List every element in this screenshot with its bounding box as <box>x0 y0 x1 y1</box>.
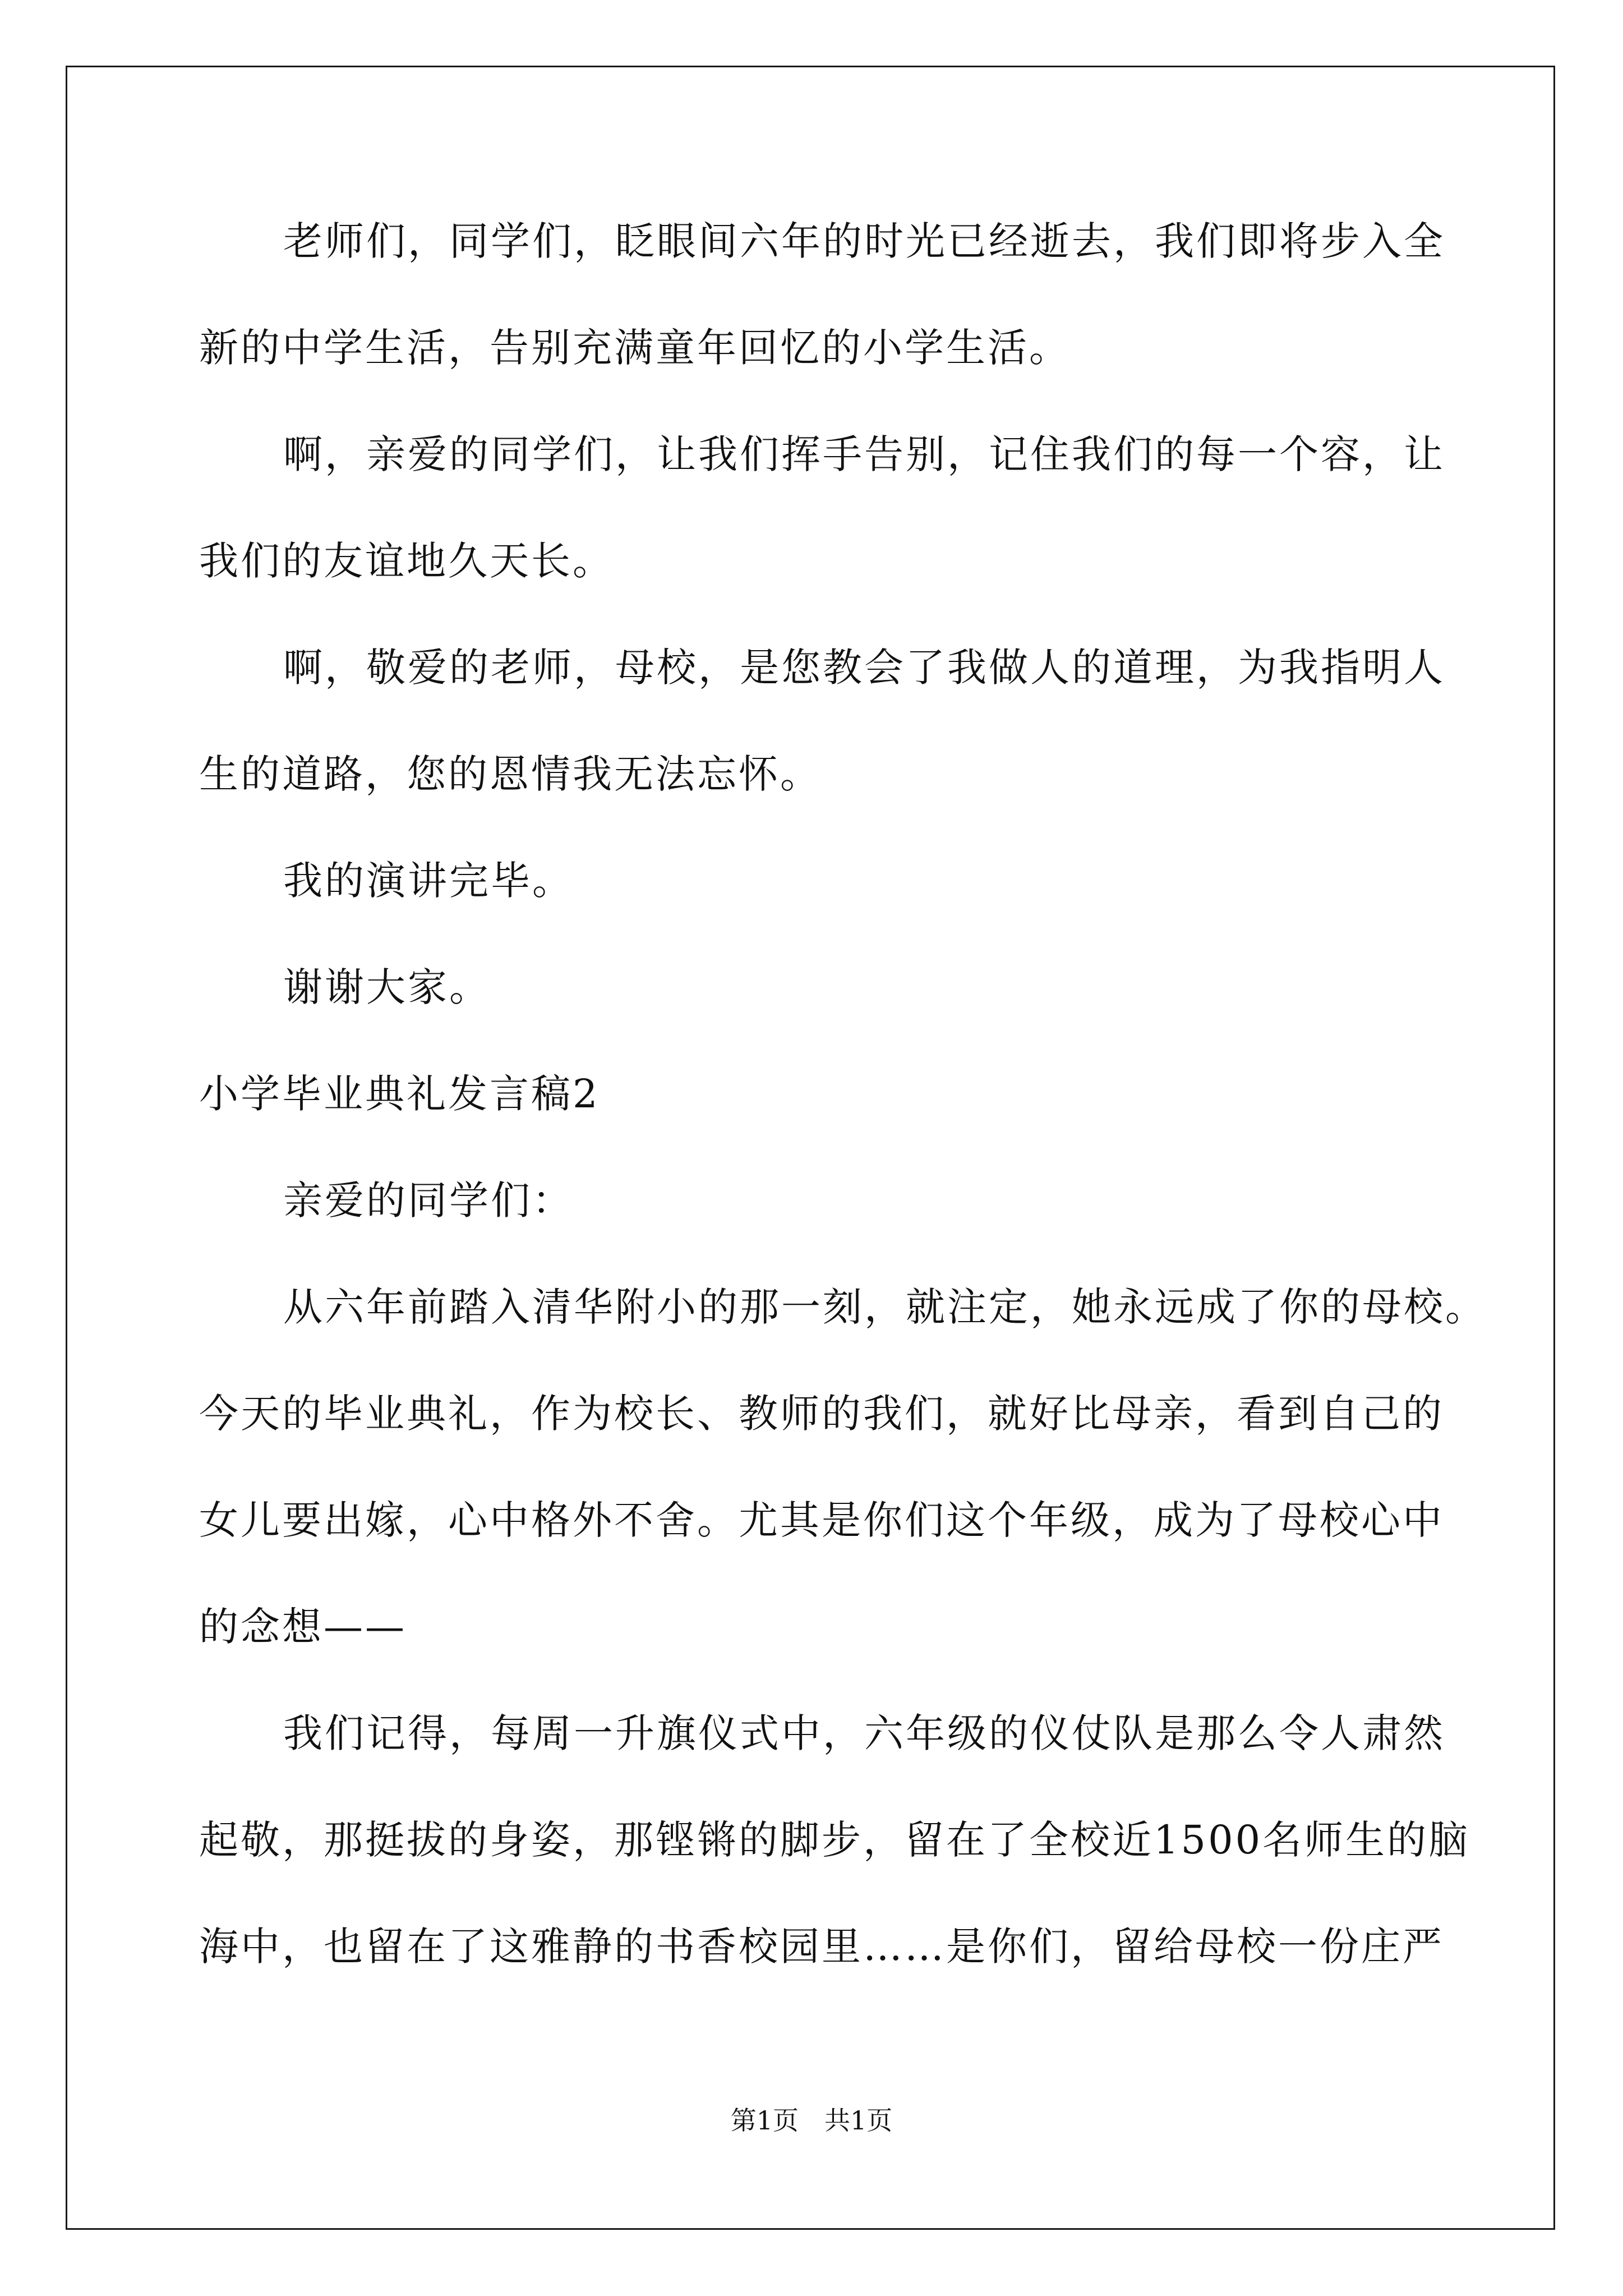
paragraph-line: 女儿要出嫁，心中格外不舍。尤其是你们这个年级，成为了母校心中 <box>199 1497 1444 1543</box>
paragraph-line: 从六年前踏入清华附小的那一刻，就注定，她永远成了你的母校。 <box>283 1284 1487 1330</box>
paragraph-line: 啊，亲爱的同学们，让我们挥手告别，记住我们的每一个容，让 <box>283 431 1445 477</box>
paragraph-line: 生的道路，您的恩情我无法忘怀。 <box>199 751 822 797</box>
paragraph-line: 我们记得，每周一升旗仪式中，六年级的仪仗队是那么令人肃然 <box>283 1710 1445 1756</box>
paragraph-line: 我们的友谊地久天长。 <box>199 538 614 584</box>
page-border <box>66 66 1555 2230</box>
paragraph-line: 今天的毕业典礼，作为校长、教师的我们，就好比母亲，看到自己的 <box>199 1391 1444 1437</box>
paragraph-line: 新的中学生活，告别充满童年回忆的小学生活。 <box>199 325 1071 371</box>
salutation: 亲爱的同学们： <box>283 1177 574 1223</box>
paragraph-line: 起敬，那挺拔的身姿，那铿锵的脚步，留在了全校近1500名师生的脑 <box>199 1817 1470 1863</box>
paragraph-line: 谢谢大家。 <box>283 964 491 1010</box>
paragraph-line: 啊，敬爱的老师，母校，是您教会了我做人的道理，为我指明人 <box>283 645 1445 691</box>
section-title: 小学毕业典礼发言稿2 <box>199 1071 600 1117</box>
paragraph-line: 老师们，同学们，眨眼间六年的时光已经逝去，我们即将步入全 <box>283 218 1445 264</box>
page-number: 第1页 共1页 <box>730 2105 893 2136</box>
paragraph-line: 我的演讲完毕。 <box>283 858 574 904</box>
paragraph-line: 的念想—— <box>199 1604 407 1650</box>
paragraph-line: 海中，也留在了这雅静的书香校园里……是你们，留给母校一份庄严 <box>199 1924 1444 1970</box>
